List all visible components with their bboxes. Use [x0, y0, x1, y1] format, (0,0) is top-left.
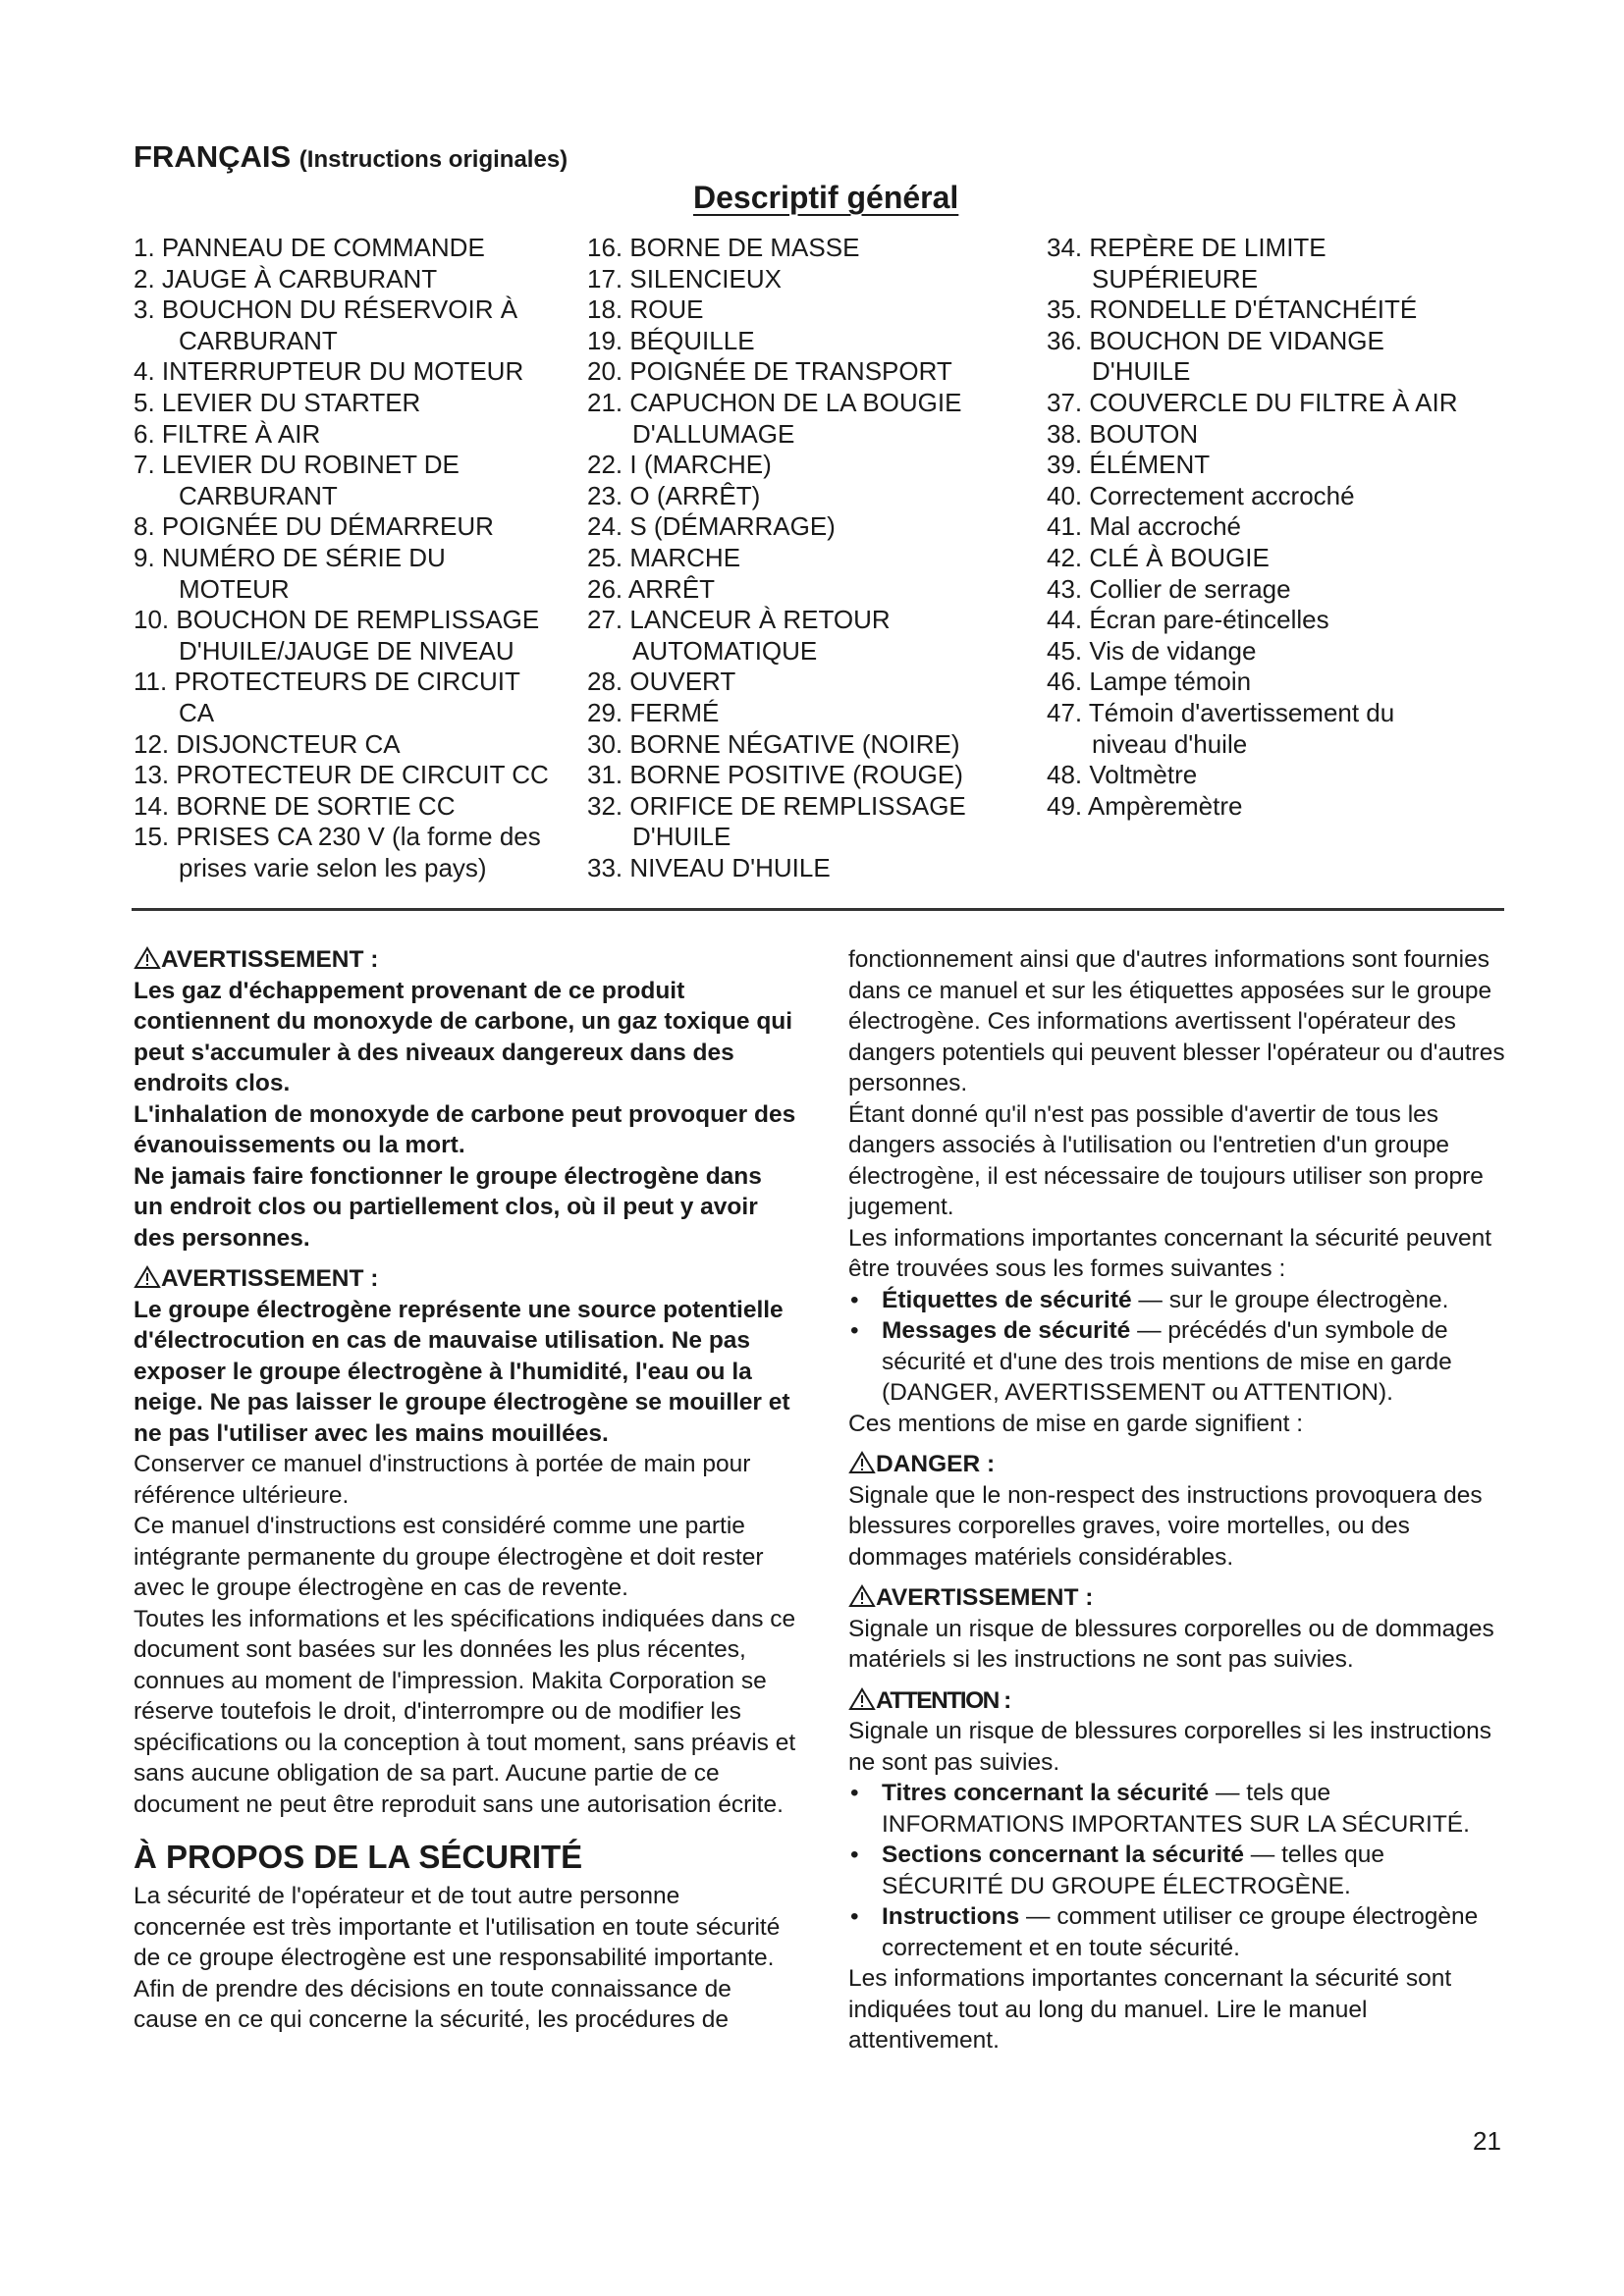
- part-list-item: 16. BORNE DE MASSE: [587, 233, 860, 262]
- part-list-item: 28. OUVERT: [587, 667, 736, 697]
- part-list-item-continuation: prises varie selon les pays): [179, 852, 487, 882]
- part-list-item: 13. PROTECTEUR DE CIRCUIT CC: [134, 760, 549, 790]
- safety-section-title: À PROPOS DE LA SÉCURITÉ: [134, 1839, 583, 1875]
- bullet-icon: •: [850, 1317, 859, 1344]
- page-number: 21: [1473, 2126, 1501, 2156]
- bullet-safety-sections: [848, 1840, 1512, 1901]
- part-list-item: 14. BORNE DE SORTIE CC: [134, 790, 456, 821]
- part-list-item: 30. BORNE NÉGATIVE (NOIRE): [587, 728, 960, 759]
- part-list-item: 43. Collier de serrage: [1047, 573, 1291, 604]
- part-list-item: 17. SILENCIEUX: [587, 263, 782, 294]
- part-list-item-continuation: niveau d'huile: [1092, 728, 1248, 759]
- part-list-item: 22. I (MARCHE): [587, 450, 772, 480]
- part-list-item: 29. FERMÉ: [587, 697, 720, 727]
- part-list-item: 4. INTERRUPTEUR DU MOTEUR: [134, 356, 524, 387]
- bullet-term: Titres concernant la sécurité: [882, 1780, 1210, 1806]
- danger-heading: [848, 1449, 1512, 1480]
- part-list-item: 27. LANCEUR À RETOUR: [587, 605, 891, 635]
- warning-triangle-icon: [848, 1451, 876, 1474]
- warning-triangle-icon: [134, 1265, 161, 1289]
- paragraph-integral-part: Ce manuel d'instructions est considéré comme une partie intégrante permanente du groupe électrogène et doit rester avec le groupe électrogène en cas de revente.: [134, 1513, 764, 1601]
- paragraph-safety-forms: Les informations importantes concernant la sécurité peuvent être trouvées sous les formes suivantes :: [848, 1224, 1492, 1282]
- attention-description: Signale un risque de blessures corporelles si les instructions ne sont pas suivies.: [848, 1718, 1492, 1776]
- bullet-term: Étiquettes de sécurité: [882, 1286, 1132, 1313]
- warning-heading-electrocution: [134, 1263, 797, 1295]
- part-list-item-continuation: CARBURANT: [179, 325, 338, 355]
- part-list-item: 10. BOUCHON DE REMPLISSAGE: [134, 605, 540, 635]
- part-list-item: 5. LEVIER DU STARTER: [134, 387, 421, 417]
- language-label: FRANÇAIS: [134, 139, 292, 174]
- part-list-item: 24. S (DÉMARRAGE): [587, 511, 836, 542]
- paragraph-signal-words: Ces mentions de mise en garde signifient :: [848, 1410, 1304, 1437]
- bullet-description: — précédés d'un symbole de sécurité et d'une des trois mentions de mise en garde (DANGER, AVERTISSEMENT ou ATTENTION).: [882, 1317, 1452, 1406]
- part-list-item: 34. REPÈRE DE LIMITE: [1047, 233, 1326, 262]
- part-list-item: 49. Ampèremètre: [1047, 790, 1243, 821]
- warning-label: AVERTISSEMENT :: [161, 1265, 379, 1292]
- part-list-item: 12. DISJONCTEUR CA: [134, 728, 401, 759]
- paragraph-keep-manual: Conserver ce manuel d'instructions à portée de main pour référence ultérieure.: [134, 1451, 751, 1509]
- warning-text-inhalation: L'inhalation de monoxyde de carbone peut provoquer des évanouissements ou la mort.: [134, 1100, 796, 1158]
- paragraph-operation-info: fonctionnement ainsi que d'autres informations sont fournies dans ce manuel et sur les étiquettes apposées sur le groupe électrogène. Ces informations avertissent l'opérateur des dangers potentiels qui peuvent blesser l'opérateur ou d'autres personnes.: [848, 946, 1505, 1096]
- bullet-safety-headings: [848, 1778, 1512, 1840]
- warning-heading-definition: [848, 1582, 1512, 1614]
- bullet-term: Sections concernant la sécurité: [882, 1842, 1244, 1868]
- bullet-description: — telles que SÉCURITÉ DU GROUPE ÉLECTROGÈNE.: [882, 1842, 1384, 1899]
- part-list-item: 39. ÉLÉMENT: [1047, 450, 1211, 480]
- part-list-item: 18. ROUE: [587, 294, 704, 325]
- part-list-item: 1. PANNEAU DE COMMANDE: [134, 233, 485, 262]
- part-list-item: 47. Témoin d'avertissement du: [1047, 697, 1395, 727]
- part-list-item: 32. ORIFICE DE REMPLISSAGE: [587, 790, 966, 821]
- paragraph-read-manual: Les informations importantes concernant la sécurité sont indiquées tout au long du manuel. Lire le manuel attentivement.: [848, 1965, 1452, 2054]
- language-note: (Instructions originales): [298, 146, 568, 173]
- part-list-item: 15. PRISES CA 230 V (la forme des: [134, 822, 541, 852]
- paragraph-specifications: Toutes les informations et les spécifications indiquées dans ce document sont basées sur les données les plus récentes, connues au moment de l'impression. Makita Corporation se réserve toutefois le droit, d'interrompre ou de modifier les spécifications ou la conception à tout moment, sans préavis et sans aucune obligation de sa part. Aucune partie de ce document ne peut être reproduit sans une autorisation écrite.: [134, 1605, 796, 1818]
- part-list-item: 31. BORNE POSITIVE (ROUGE): [587, 760, 963, 790]
- parts-list-column-2: [587, 233, 966, 883]
- warning-description: Signale un risque de blessures corporelles ou de dommages matériels si les instructions ne sont pas suivies.: [848, 1615, 1494, 1673]
- part-list-item-continuation: D'HUILE: [632, 822, 731, 852]
- bullet-icon: •: [850, 1780, 859, 1806]
- part-list-item: 25. MARCHE: [587, 542, 741, 572]
- part-list-item: 38. BOUTON: [1047, 418, 1199, 449]
- attention-heading: [848, 1685, 1512, 1717]
- bullet-description: — sur le groupe électrogène.: [1131, 1286, 1449, 1313]
- warning-label: AVERTISSEMENT :: [876, 1584, 1094, 1611]
- warning-triangle-icon: [134, 946, 161, 970]
- bullet-term: Messages de sécurité: [882, 1317, 1131, 1344]
- bullet-safety-messages: [848, 1315, 1512, 1409]
- part-list-item: 41. Mal accroché: [1047, 511, 1241, 542]
- part-list-item: 42. CLÉ À BOUGIE: [1047, 542, 1270, 572]
- part-list-item: 6. FILTRE À AIR: [134, 418, 321, 449]
- bullet-icon: •: [850, 1903, 859, 1930]
- warning-triangle-icon: [848, 1687, 876, 1711]
- part-list-item: 46. Lampe témoin: [1047, 667, 1252, 697]
- bullet-safety-labels: [848, 1285, 1512, 1316]
- part-list-item-continuation: D'HUILE: [1092, 356, 1191, 387]
- part-list-item-continuation: CARBURANT: [179, 480, 338, 510]
- part-list-item-continuation: D'HUILE/JAUGE DE NIVEAU: [179, 635, 514, 666]
- warning-triangle-icon: [848, 1584, 876, 1608]
- bullet-description: — comment utiliser ce groupe électrogène correctement et en toute sécurité.: [882, 1903, 1479, 1961]
- part-list-item: 3. BOUCHON DU RÉSERVOIR À: [134, 294, 518, 325]
- part-list-item: 2. JAUGE À CARBURANT: [134, 263, 438, 294]
- parts-list-column-3: [1047, 233, 1458, 822]
- right-text-column: [848, 944, 1512, 2056]
- part-list-item-continuation: MOTEUR: [179, 573, 290, 604]
- bullet-icon: •: [850, 1842, 859, 1868]
- paragraph-operator-safety: La sécurité de l'opérateur et de tout autre personne concernée est très importante et l'utilisation en toute sécurité de ce groupe électrogène est une responsabilité importante.: [134, 1883, 781, 1971]
- warning-text-electrocution: Le groupe électrogène représente une source potentielle d'électrocution en cas de mauvaise utilisation. Ne pas exposer le groupe électrogène à l'humidité, l'eau ou la neige. Ne pas laisser le groupe électrogène se mouiller et ne pas l'utiliser avec les mains mouillées.: [134, 1296, 790, 1447]
- part-list-item-continuation: SUPÉRIEURE: [1092, 263, 1259, 294]
- warning-text-enclosed-space: Ne jamais faire fonctionner le groupe électrogène dans un endroit clos ou partiellement clos, où il peut y avoir des personnes.: [134, 1162, 762, 1252]
- language-heading: [134, 139, 568, 175]
- part-list-item-continuation: D'ALLUMAGE: [632, 418, 795, 449]
- part-list-item: 7. LEVIER DU ROBINET DE: [134, 450, 460, 480]
- warning-text-exhaust: Les gaz d'échappement provenant de ce produit contiennent du monoxyde de carbone, un gaz toxique qui peut s'accumuler à des niveaux dangereux dans des endroits clos.: [134, 977, 793, 1096]
- left-text-column: [134, 944, 797, 2036]
- part-list-item: 26. ARRÊT: [587, 573, 716, 604]
- danger-description: Signale que le non-respect des instructions provoquera des blessures corporelles graves, voire mortelles, ou des dommages matériels considérables.: [848, 1481, 1483, 1571]
- bullet-term: Instructions: [882, 1903, 1020, 1930]
- bullet-description: — tels que INFORMATIONS IMPORTANTES SUR LA SÉCURITÉ.: [882, 1780, 1470, 1838]
- part-list-item: 21. CAPUCHON DE LA BOUGIE: [587, 387, 962, 417]
- parts-list-column-1: [134, 233, 549, 883]
- part-list-item: 23. O (ARRÊT): [587, 480, 761, 510]
- part-list-item: 45. Vis de vidange: [1047, 635, 1257, 666]
- paragraph-own-judgement: Étant donné qu'il n'est pas possible d'avertir de tous les dangers associés à l'utilisation ou l'entretien d'un groupe électrogène, il est nécessaire de toujours utiliser son propre jugement.: [848, 1100, 1484, 1220]
- warning-label: AVERTISSEMENT :: [161, 946, 379, 973]
- warning-heading-carbon-monoxide: [134, 944, 797, 976]
- part-list-item: 19. BÉQUILLE: [587, 325, 755, 355]
- part-list-item: 36. BOUCHON DE VIDANGE: [1047, 325, 1384, 355]
- bullet-icon: •: [850, 1286, 859, 1313]
- part-list-item: 11. PROTECTEURS DE CIRCUIT: [134, 667, 520, 697]
- paragraph-safety-decisions: Afin de prendre des décisions en toute connaissance de cause en ce qui concerne la sécurité, les procédures de: [134, 1975, 731, 2033]
- part-list-item: 9. NUMÉRO DE SÉRIE DU: [134, 542, 446, 572]
- attention-label: ATTENTION :: [876, 1686, 1010, 1714]
- part-list-item: 8. POIGNÉE DU DÉMARREUR: [134, 511, 494, 542]
- section-heading-general-description: Descriptif général: [693, 180, 959, 215]
- part-list-item: 35. RONDELLE D'ÉTANCHÉITÉ: [1047, 294, 1418, 325]
- danger-label: DANGER :: [876, 1451, 996, 1477]
- part-list-item: 33. NIVEAU D'HUILE: [587, 852, 831, 882]
- part-list-item: 40. Correctement accroché: [1047, 480, 1355, 510]
- part-list-item-continuation: AUTOMATIQUE: [632, 635, 818, 666]
- part-list-item: 37. COUVERCLE DU FILTRE À AIR: [1047, 387, 1458, 417]
- part-list-item: 44. Écran pare-étincelles: [1047, 605, 1329, 635]
- part-list-item: 20. POIGNÉE DE TRANSPORT: [587, 356, 952, 387]
- part-list-item-continuation: CA: [179, 697, 215, 727]
- part-list-item: 48. Voltmètre: [1047, 760, 1198, 790]
- bullet-instructions: [848, 1901, 1512, 1963]
- horizontal-divider: [132, 908, 1504, 911]
